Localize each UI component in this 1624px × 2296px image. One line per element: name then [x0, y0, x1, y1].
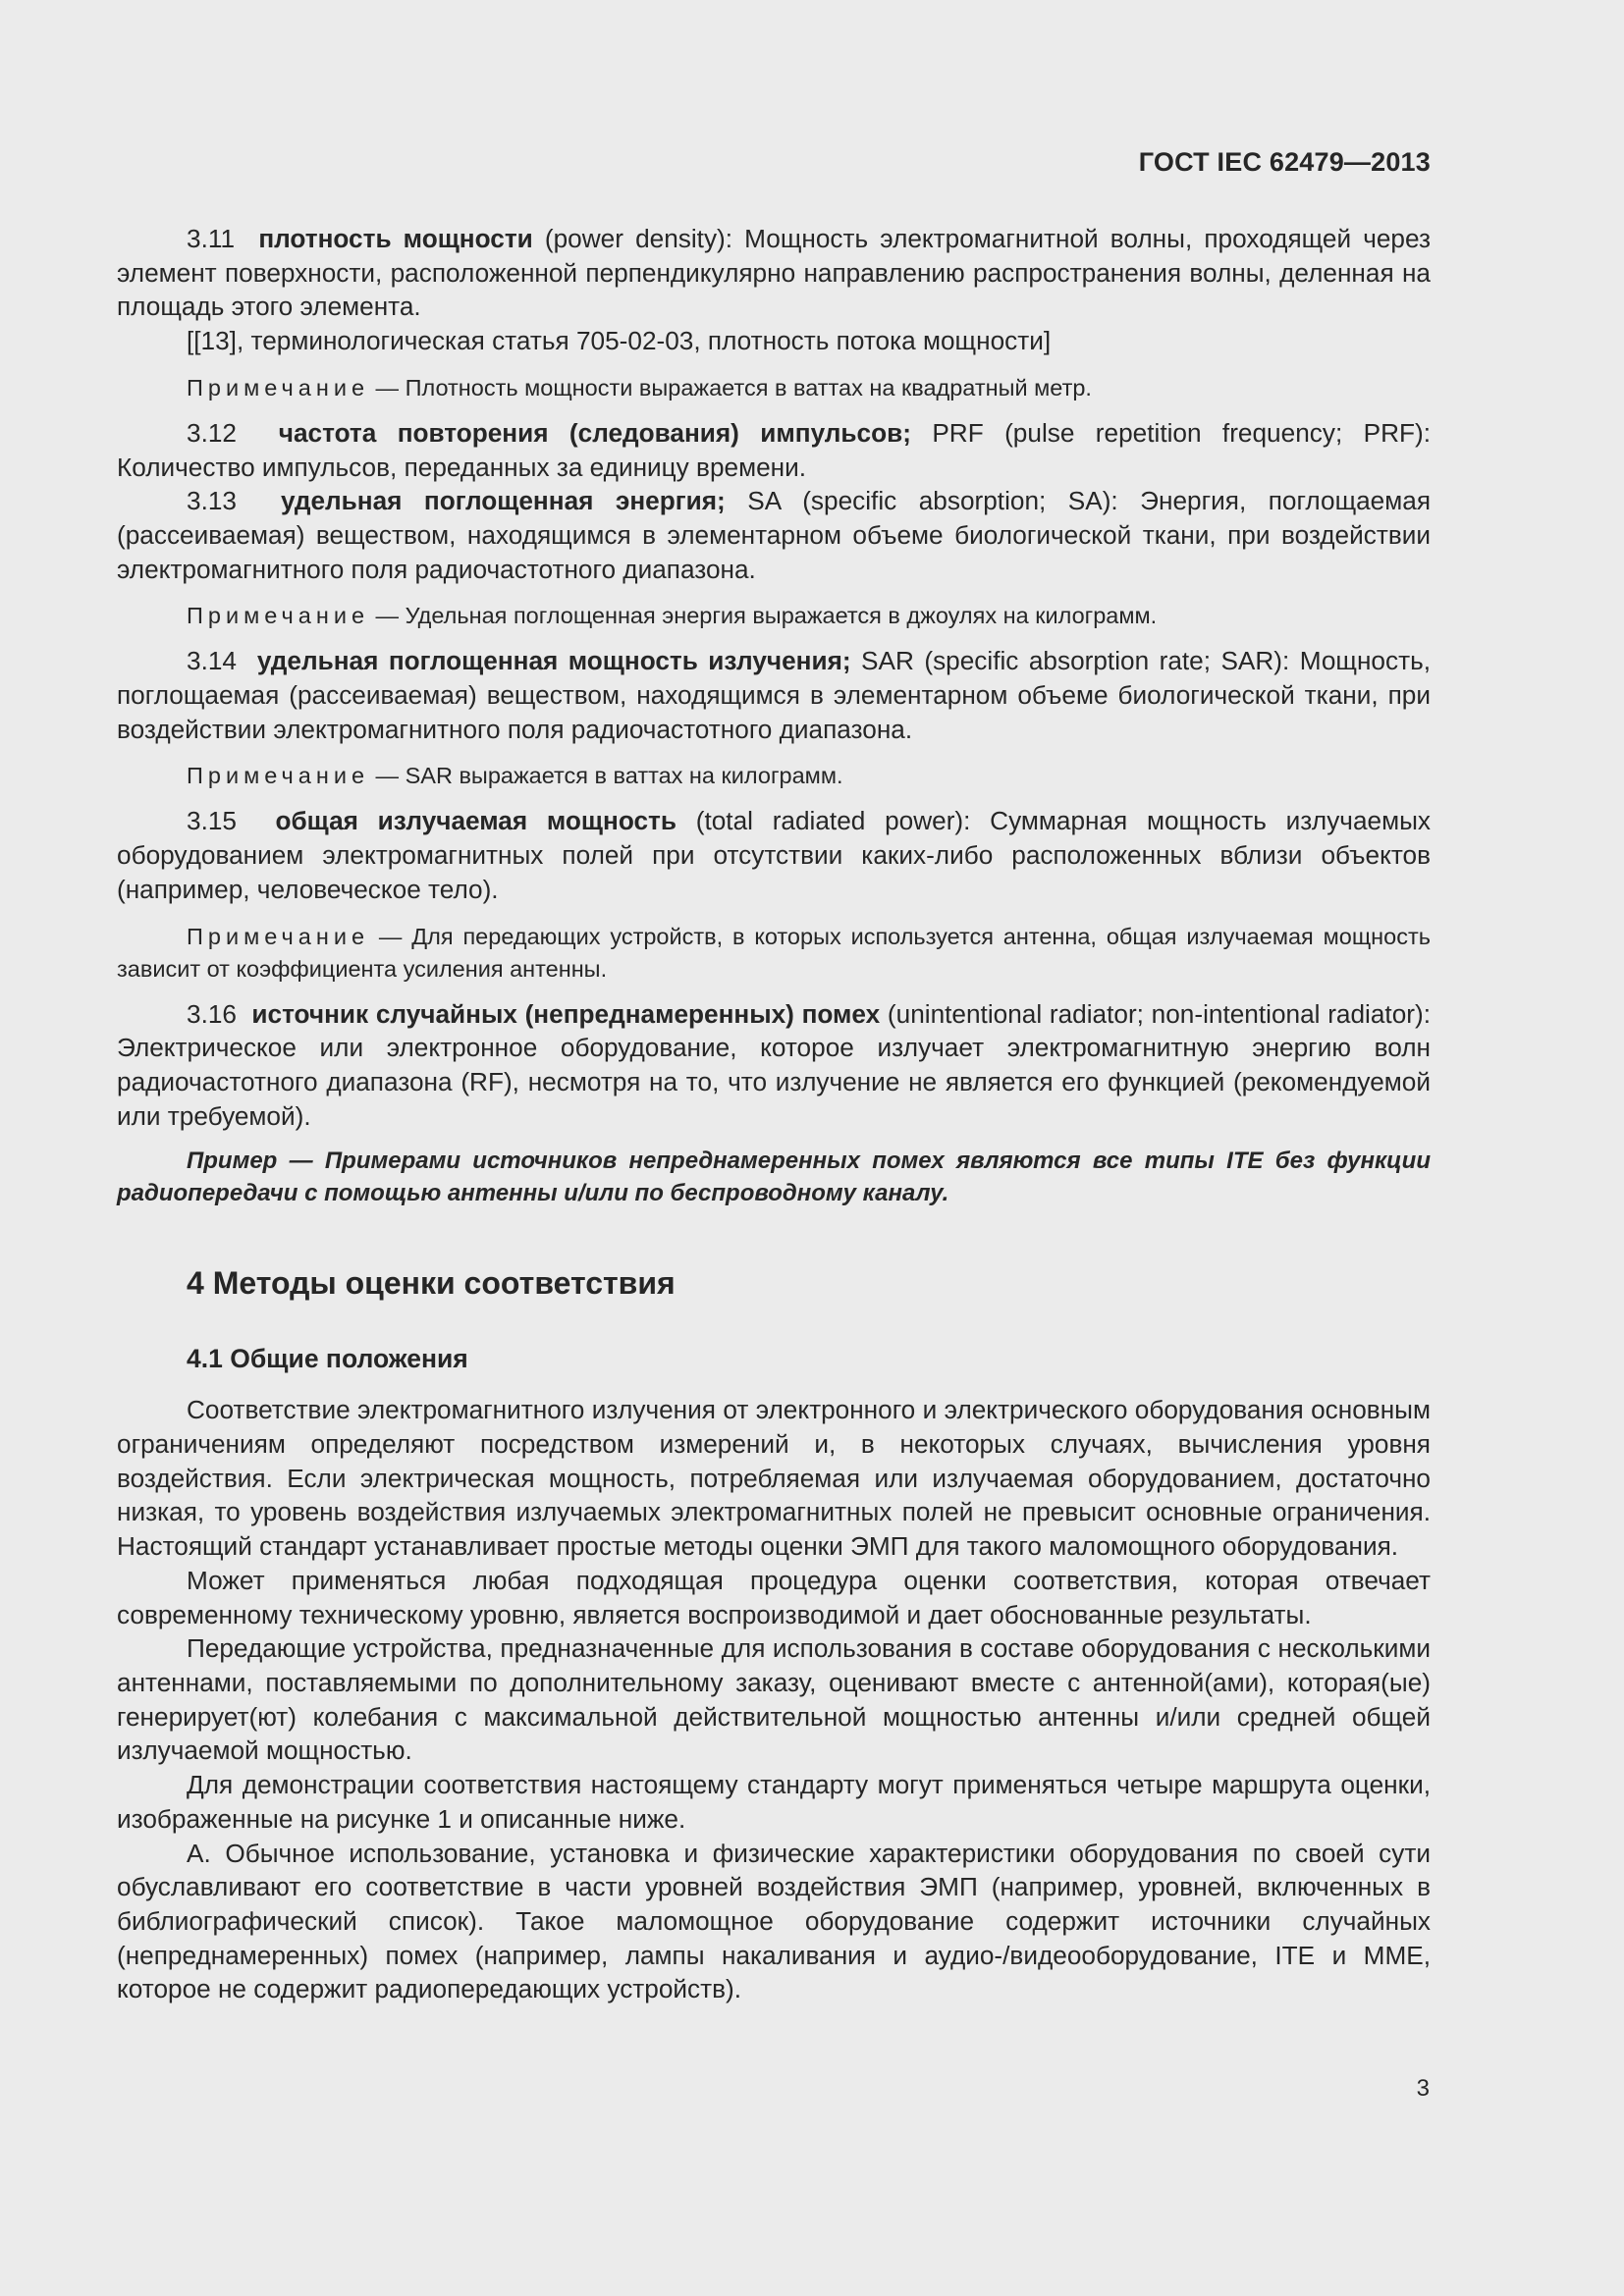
term-definition: (power density): Мощность электромагнитной волны, проходящей через элемент поверхности, расположенной перпендикулярно направлению распространения волны, деленная на площадь этого элемента. — [117, 224, 1431, 322]
note-label: Примечание — [187, 923, 370, 949]
note-label: Примечание — [187, 763, 370, 789]
term-definition: PRF (pulse repetition frequency; PRF): Количество импульсов, переданных за единицу времени. — [117, 417, 1431, 482]
term-3-15 — [117, 804, 1431, 906]
term-name: источник случайных (непреднамеренных) помех — [251, 998, 881, 1029]
term-name: удельная поглощенная мощность излучения; — [256, 646, 851, 676]
document-header: ГОСТ IEC 62479—2013 — [1138, 147, 1431, 177]
section-4-heading: 4 Методы оценки соответствия — [187, 1265, 676, 1302]
note-label: Примечание — [187, 603, 370, 629]
term-3-12 — [117, 416, 1431, 484]
term-3-11 — [117, 222, 1431, 324]
paragraph-3: Передающие устройства, предназначенные для использования в составе оборудования с несколькими антеннами, поставляемыми по дополнительному заказу, оценивают вместе с антенной(ами), которая(ые) генерирует(ют) колебания с максимальной действительной мощностью антенны и/или средней общей излучаемой мощностью. — [117, 1633, 1431, 1766]
term-3-13 — [117, 484, 1431, 586]
section-4-1-heading: 4.1 Общие положения — [187, 1344, 468, 1374]
example-3-16: Пример — Примерами источников непреднамеренных помех являются все типы ITE без функции радиопередачи с помощью антенны и/или по беспроводному каналу. — [117, 1148, 1431, 1207]
term-number: 3.12 — [187, 417, 237, 448]
note-3-15 — [117, 921, 1431, 986]
note-3-11 — [117, 372, 1431, 404]
term-definition: SAR (specific absorption rate; SAR): Мощность, поглощаемая (рассеиваемая) веществом, находящимся в элементарном объеме биологической ткани, при воздействии электромагнитного поля радиочастотного диапазона. — [117, 646, 1431, 744]
term-definition: (total radiated power): Суммарная мощность излучаемых оборудованием электромагнитных полей при отсутствии каких-либо расположенных вблизи объектов (например, человеческое тело). — [117, 806, 1431, 904]
note-text: — Плотность мощности выражается в ваттах на квадратный метр. — [369, 374, 1092, 400]
term-name: удельная поглощенная энергия; — [280, 486, 726, 516]
term-number: 3.13 — [187, 486, 237, 516]
term-name: общая излучаемая мощность — [275, 806, 677, 836]
note-text: — Удельная поглощенная энергия выражается в джоулях на килограмм. — [369, 603, 1158, 629]
note-text: — SAR выражается в ваттах на килограмм. — [369, 763, 843, 789]
term-number: 3.11 — [187, 224, 236, 253]
page-number: 3 — [1416, 2075, 1430, 2102]
paragraph-2: Может применяться любая подходящая процедура оценки соответствия, которая отвечает современному техническому уровню, является воспроизводимой и дает обоснованные результаты. — [117, 1565, 1431, 1629]
note-3-13 — [117, 600, 1431, 632]
note-text: — Для передающих устройств, в которых используется антенна, общая излучаемая мощность зависит от коэффициента усиления антенны. — [117, 923, 1431, 982]
term-number: 3.14 — [187, 646, 237, 676]
note-3-14 — [117, 760, 1431, 792]
term-number: 3.16 — [187, 998, 237, 1029]
page-content — [117, 222, 1431, 2006]
term-3-16 — [117, 997, 1431, 1134]
term-3-14 — [117, 644, 1431, 746]
term-name: частота повторения (следования) импульсов; — [278, 417, 911, 448]
term-reference: [[13], терминологическая статья 705-02-03, плотность потока мощности] — [187, 326, 1052, 356]
term-definition: SA (specific absorption; SA): Энергия, поглощаемая (рассеиваемая) веществом, находящимся в элементарном объеме биологической ткани, при воздействии электромагнитного поля радиочастотного диапазона. — [117, 486, 1431, 584]
term-name: плотность мощности — [258, 224, 533, 253]
term-number: 3.15 — [187, 806, 237, 836]
paragraph-1: Соответствие электромагнитного излучения от электронного и электрического оборудования основным ограничениям определяют посредством измерений и, в некоторых случаях, вычисления уровня воздействия. Если электрическая мощность, потребляемая или излучаемая оборудованием, достаточно низкая, то уровень воздействия излучаемых электромагнитных полей не превысит основные ограничения. Настоящий стандарт устанавливает простые методы оценки ЭМП для такого маломощного оборудования. — [117, 1395, 1431, 1562]
term-definition: (unintentional radiator; non-intentional radiator): Электрическое или электронное оборудование, которое излучает электромагнитную энергию волн радиочастотного диапазона (RF), несмотря на то, что излучение не является его функцией (рекомендуемой или требуемой). — [117, 998, 1431, 1131]
paragraph-5: А. Обычное использование, установка и физические характеристики оборудования по своей сути обуславливают его соответствие в части уровней воздействия ЭМП (например, уровней, включенных в библиографический список). Такое маломощное оборудование содержит источники случайных (непреднамеренных) помех (например, лампы накаливания и аудио-/видеооборудование, ITE и MME, которое не содержит радиопередающих устройств). — [117, 1838, 1431, 2004]
paragraph-4: Для демонстрации соответствия настоящему стандарту могут применяться четыре маршрута оценки, изображенные на рисунке 1 и описанные ниже. — [117, 1770, 1431, 1834]
note-label: Примечание — [187, 374, 370, 400]
